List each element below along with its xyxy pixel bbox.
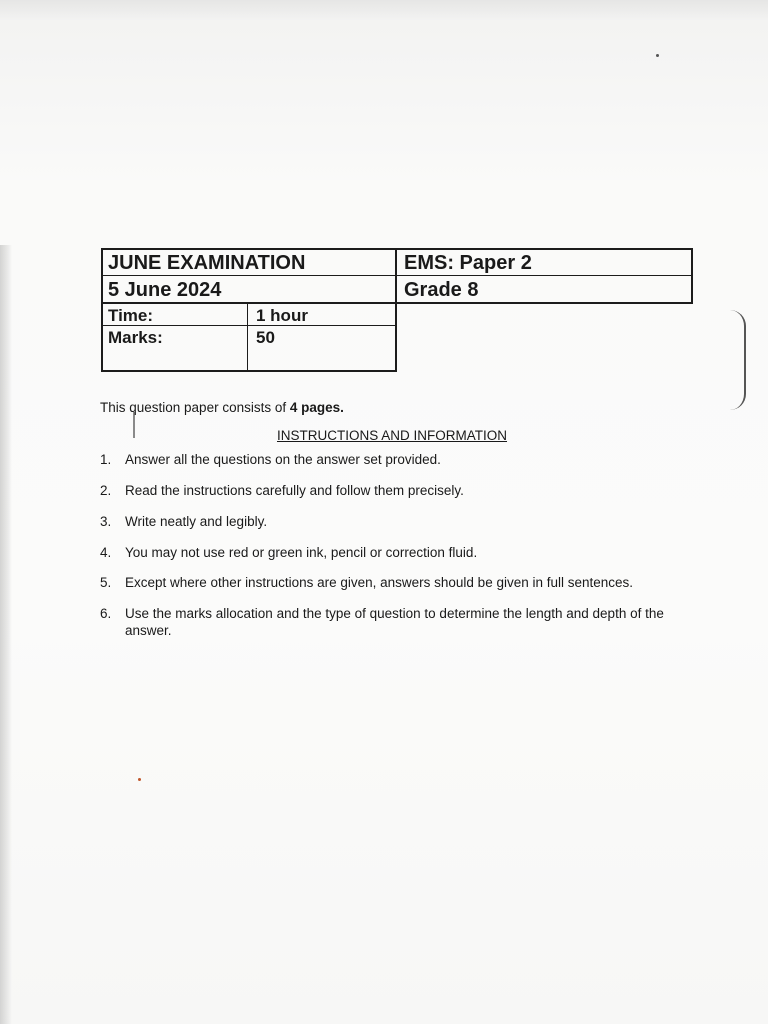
instruction-text: Use the marks allocation and the type of question to determine the length and depth of the answer. (125, 606, 664, 638)
paper-edge-curl (730, 310, 746, 410)
exam-date: 5 June 2024 (108, 279, 222, 301)
instruction-text: Write neatly and legibly. (125, 514, 268, 529)
instruction-number: 4. (100, 545, 112, 560)
instruction-item (100, 574, 680, 591)
page-count-statement (100, 400, 344, 415)
grade-label: Grade 8 (404, 279, 479, 301)
exam-header-table (101, 248, 693, 372)
instruction-item (100, 605, 680, 639)
scan-top-shadow (0, 0, 768, 20)
page-count: 4 pages. (289, 400, 344, 415)
scan-speck (656, 54, 659, 57)
instructions-heading: INSTRUCTIONS AND INFORMATION (277, 428, 508, 443)
intro-text: This question paper consists of (100, 400, 290, 415)
instruction-text: You may not use red or green ink, pencil or correction fluid. (125, 545, 478, 560)
instruction-item (100, 451, 680, 468)
time-label: Time: (108, 306, 154, 325)
time-value: 1 hour (256, 306, 308, 325)
instruction-number: 6. (100, 606, 112, 621)
instruction-text: Read the instructions carefully and follow them precisely. (125, 483, 464, 498)
marks-label: Marks: (108, 328, 163, 347)
instruction-item (100, 544, 680, 561)
instructions-list (100, 451, 680, 639)
instruction-item (100, 482, 680, 499)
instruction-number: 2. (100, 483, 112, 498)
scan-left-shadow (0, 245, 12, 1024)
scan-speck (138, 778, 141, 781)
subject-paper: EMS: Paper 2 (404, 252, 532, 274)
marks-value: 50 (256, 328, 275, 347)
instruction-text: Answer all the questions on the answer set provided. (125, 452, 441, 467)
instruction-number: 5. (100, 575, 112, 590)
pen-mark (133, 412, 135, 438)
instruction-text: Except where other instructions are given, answers should be given in full sentences. (125, 575, 634, 590)
exam-title: JUNE EXAMINATION (108, 252, 306, 274)
instruction-number: 1. (100, 452, 112, 467)
instruction-item (100, 513, 680, 530)
instruction-number: 3. (100, 514, 112, 529)
